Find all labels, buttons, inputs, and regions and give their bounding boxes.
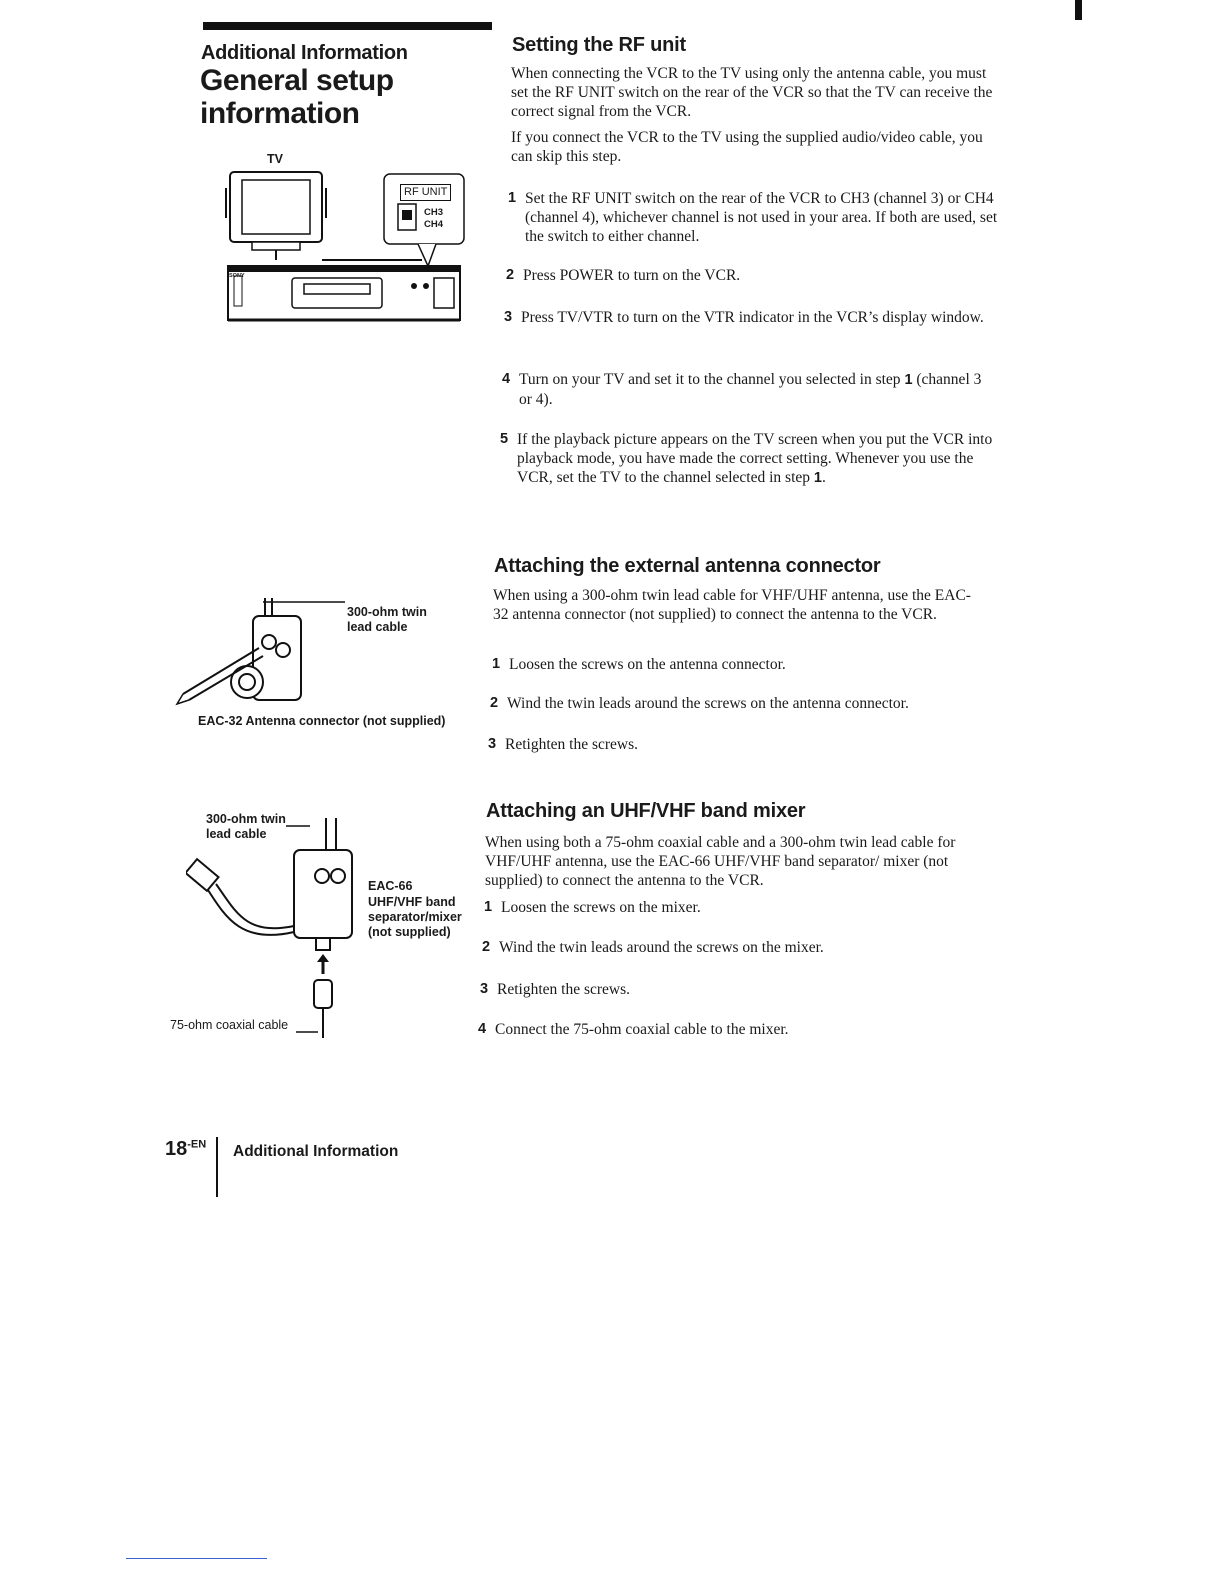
- eac32-caption: EAC-32 Antenna connector (not supplied): [198, 714, 446, 728]
- footer-divider: [216, 1137, 218, 1197]
- step-text: Wind the twin leads around the screws on the mixer.: [499, 939, 824, 956]
- external-antenna-heading: Attaching the external antenna connector: [494, 555, 881, 577]
- page-number-suffix: -EN: [187, 1138, 207, 1151]
- ch3-label: CH3: [424, 207, 444, 218]
- mixer-step: [484, 898, 975, 917]
- section-label: Additional Information: [201, 42, 408, 64]
- page-number: [165, 1138, 206, 1161]
- footer-section-label: Additional Information: [233, 1143, 399, 1160]
- step-text: Retighten the screws.: [497, 981, 631, 998]
- tv-label: TV: [267, 152, 283, 166]
- rf-unit-intro-1: When connecting the VCR to the TV using only the antenna cable, you must set the RF UNIT switch on the rear of the VCR so that the TV can receive the correct signal from the VCR.: [511, 65, 993, 120]
- band-mixer-intro: When using both a 75-ohm coaxial cable and a 300-ohm twin lead cable for VHF/UHF antenna, use the EAC-66 UHF/VHF band separator/ mixer (not supplied) to connect the antenna to the VCR.: [485, 834, 956, 889]
- rf-step: [502, 370, 993, 409]
- rf-unit-label: RF UNIT: [400, 184, 451, 201]
- step-number: 3: [504, 309, 513, 325]
- eac66-cable-label: 300-ohm twin lead cable: [206, 812, 286, 841]
- external-step: [488, 735, 979, 754]
- external-antenna-intro: When using a 300-ohm twin lead cable for VHF/UHF antenna, use the EAC-32 antenna connector (not supplied) to connect the antenna to the VCR.: [493, 587, 971, 623]
- step-number: 3: [488, 736, 497, 752]
- eac32-connector-illustration: [175, 596, 350, 712]
- step-reference: 1: [904, 372, 913, 388]
- step-text: Set the RF UNIT switch on the rear of the VCR to CH3 (channel 3) or CH4 (channel 4), whichever channel is not used in your area. If both are used, set the switch to either channel.: [525, 190, 998, 245]
- coaxial-cable-label: 75-ohm coaxial cable: [170, 1018, 289, 1032]
- external-step: [492, 655, 983, 674]
- page-corner-mark: [1075, 0, 1082, 20]
- vcr-brand-label: SONY: [229, 273, 245, 279]
- step-text-tail: (channel 3 or 4).: [519, 371, 982, 408]
- bottom-edge-line: [126, 1558, 267, 1559]
- step-reference: 1: [813, 470, 822, 486]
- step-number: 1: [484, 899, 493, 915]
- rf-unit-intro-2: If you connect the VCR to the TV using the supplied audio/video cable, you can skip this step.: [511, 129, 983, 165]
- step-text: Loosen the screws on the mixer.: [501, 899, 701, 916]
- step-text: Turn on your TV and set it to the channel you selected in step: [519, 371, 901, 388]
- mixer-step: [482, 938, 973, 957]
- rf-unit-heading: Setting the RF unit: [512, 34, 686, 56]
- ch4-label: CH4: [424, 219, 444, 230]
- step-number: 4: [478, 1021, 487, 1037]
- step-number: 1: [508, 190, 517, 206]
- top-rule: [203, 22, 492, 30]
- step-number: 2: [506, 267, 515, 283]
- step-number: 3: [480, 981, 489, 997]
- page-number-value: 18: [165, 1138, 188, 1160]
- mixer-step: [478, 1020, 969, 1039]
- external-step: [490, 694, 981, 713]
- step-text: Connect the 75-ohm coaxial cable to the mixer.: [495, 1021, 789, 1038]
- page-title: General setup information: [200, 64, 394, 130]
- step-text: Retighten the screws.: [505, 736, 639, 753]
- step-number: 4: [502, 371, 511, 387]
- step-text-tail: .: [821, 469, 826, 486]
- step-number: 2: [490, 695, 499, 711]
- mixer-step: [480, 980, 971, 999]
- rf-step: [508, 189, 999, 246]
- eac66-mixer-illustration: [186, 814, 366, 1044]
- eac66-model-label: EAC-66: [368, 879, 413, 893]
- eac66-mixer-label: UHF/VHF band separator/mixer (not supplied): [368, 895, 462, 939]
- rf-step: [506, 266, 997, 285]
- step-number: 5: [500, 431, 509, 447]
- step-text: If the playback picture appears on the TV screen when you put the VCR into playback mode, you have made the correct setting. Whenever you use the VCR, set the TV to the channel selected in step: [517, 431, 993, 486]
- step-text: Loosen the screws on the antenna connector.: [509, 656, 786, 673]
- step-text: Wind the twin leads around the screws on the antenna connector.: [507, 695, 909, 712]
- step-number: 1: [492, 656, 501, 672]
- band-mixer-heading: Attaching an UHF/VHF band mixer: [486, 800, 806, 822]
- step-text: Press POWER to turn on the VCR.: [523, 267, 741, 284]
- rf-step: [504, 308, 995, 327]
- rf-step: [500, 430, 993, 488]
- step-number: 2: [482, 939, 491, 955]
- eac32-cable-label: 300-ohm twin lead cable: [347, 605, 427, 634]
- step-text: Press TV/VTR to turn on the VTR indicator in the VCR’s display window.: [521, 309, 984, 326]
